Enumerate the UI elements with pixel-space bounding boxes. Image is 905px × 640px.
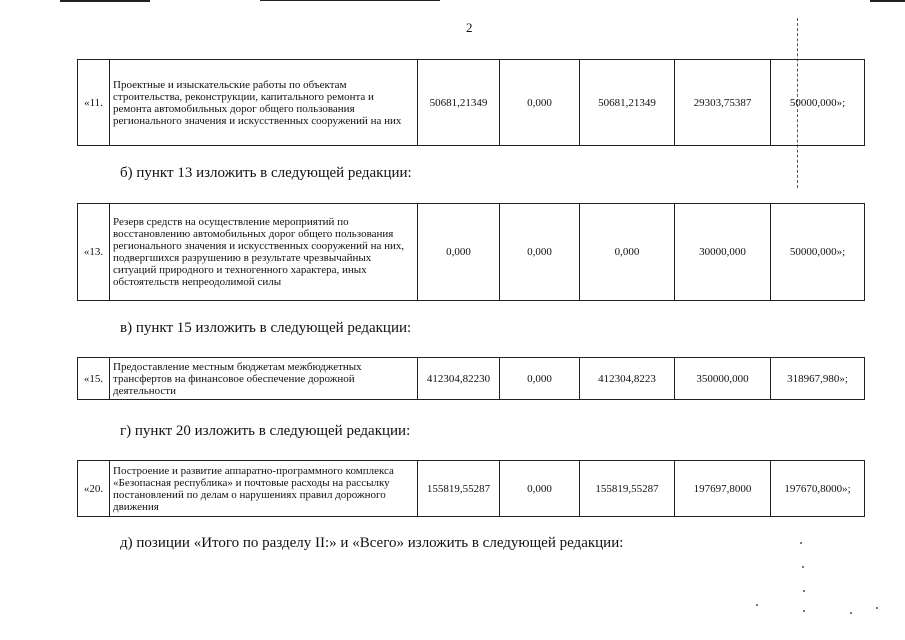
- scan-speck: [802, 566, 804, 568]
- scan-speck: [756, 604, 758, 606]
- table-row: [78, 461, 865, 517]
- table-row: [78, 358, 865, 400]
- value-cell: 0,000: [500, 60, 580, 146]
- value-cell: 197697,8000: [675, 461, 771, 517]
- value-cell: 50000,000»;: [771, 204, 865, 301]
- row-index: «13.: [78, 204, 110, 301]
- row-index: «11.: [78, 60, 110, 146]
- value-cell: 155819,55287: [580, 461, 675, 517]
- value-cell: 50000,000»;: [771, 60, 865, 146]
- table-row: [78, 60, 865, 146]
- scan-speck: [800, 542, 802, 544]
- scan-speck: [850, 612, 852, 614]
- table-row: [78, 204, 865, 301]
- scan-speck: [803, 610, 805, 612]
- section-heading-g: г) пункт 20 изложить в следующей редакции:: [120, 423, 411, 439]
- section-heading-b: б) пункт 13 изложить в следующей редакции:: [120, 165, 412, 181]
- value-cell: 155819,55287: [418, 461, 500, 517]
- value-cell: 0,000: [500, 204, 580, 301]
- value-cell: 0,000: [418, 204, 500, 301]
- scan-edge-line: [60, 0, 150, 2]
- value-cell: 350000,000: [675, 358, 771, 400]
- row-description: Предоставление местным бюджетам межбюджетных трансфертов на финансовое обеспечение дорожной деятельности: [110, 358, 418, 400]
- row-description: Резерв средств на осуществление мероприятий по восстановлению автомобильных дорог общего пользования регионального значения и искусственных сооружений на них, подвергшихся разрушению в результате чрезвычайных ситуаций природного и техногенного характера, иных обстоятельств непреодолимой силы: [110, 204, 418, 301]
- row-description: Проектные и изыскательские работы по объектам строительства, реконструкции, капитального ремонта и ремонта автомобильных дорог общего пользования регионального значения и искусственных сооружений на них: [110, 60, 418, 146]
- value-cell: 0,000: [500, 461, 580, 517]
- budget-table-row-13: [77, 203, 865, 301]
- budget-table-row-20: [77, 460, 865, 517]
- value-cell: 50681,21349: [580, 60, 675, 146]
- scan-edge-line: [260, 0, 440, 1]
- value-cell: 30000,000: [675, 204, 771, 301]
- value-cell: 0,000: [500, 358, 580, 400]
- row-index: «20.: [78, 461, 110, 517]
- budget-table-row-11: [77, 59, 865, 146]
- value-cell: 318967,980»;: [771, 358, 865, 400]
- value-cell: 0,000: [580, 204, 675, 301]
- value-cell: 412304,82230: [418, 358, 500, 400]
- value-cell: 50681,21349: [418, 60, 500, 146]
- value-cell: 197670,8000»;: [771, 461, 865, 517]
- scan-speck: [803, 590, 805, 592]
- value-cell: 412304,8223: [580, 358, 675, 400]
- page-number: 2: [466, 20, 473, 35]
- budget-table-row-15: [77, 357, 865, 400]
- scan-edge-line: [870, 0, 905, 2]
- section-heading-v: в) пункт 15 изложить в следующей редакции:: [120, 320, 412, 336]
- section-heading-d: д) позиции «Итого по разделу II:» и «Всего» изложить в следующей редакции:: [120, 535, 624, 551]
- value-cell: 29303,75387: [675, 60, 771, 146]
- row-description: Построение и развитие аппаратно-программного комплекса «Безопасная республика» и почтовые расходы на рассылку постановлений по делам о нарушениях правил дорожного движения: [110, 461, 418, 517]
- scan-speck: [876, 607, 878, 609]
- row-index: «15.: [78, 358, 110, 400]
